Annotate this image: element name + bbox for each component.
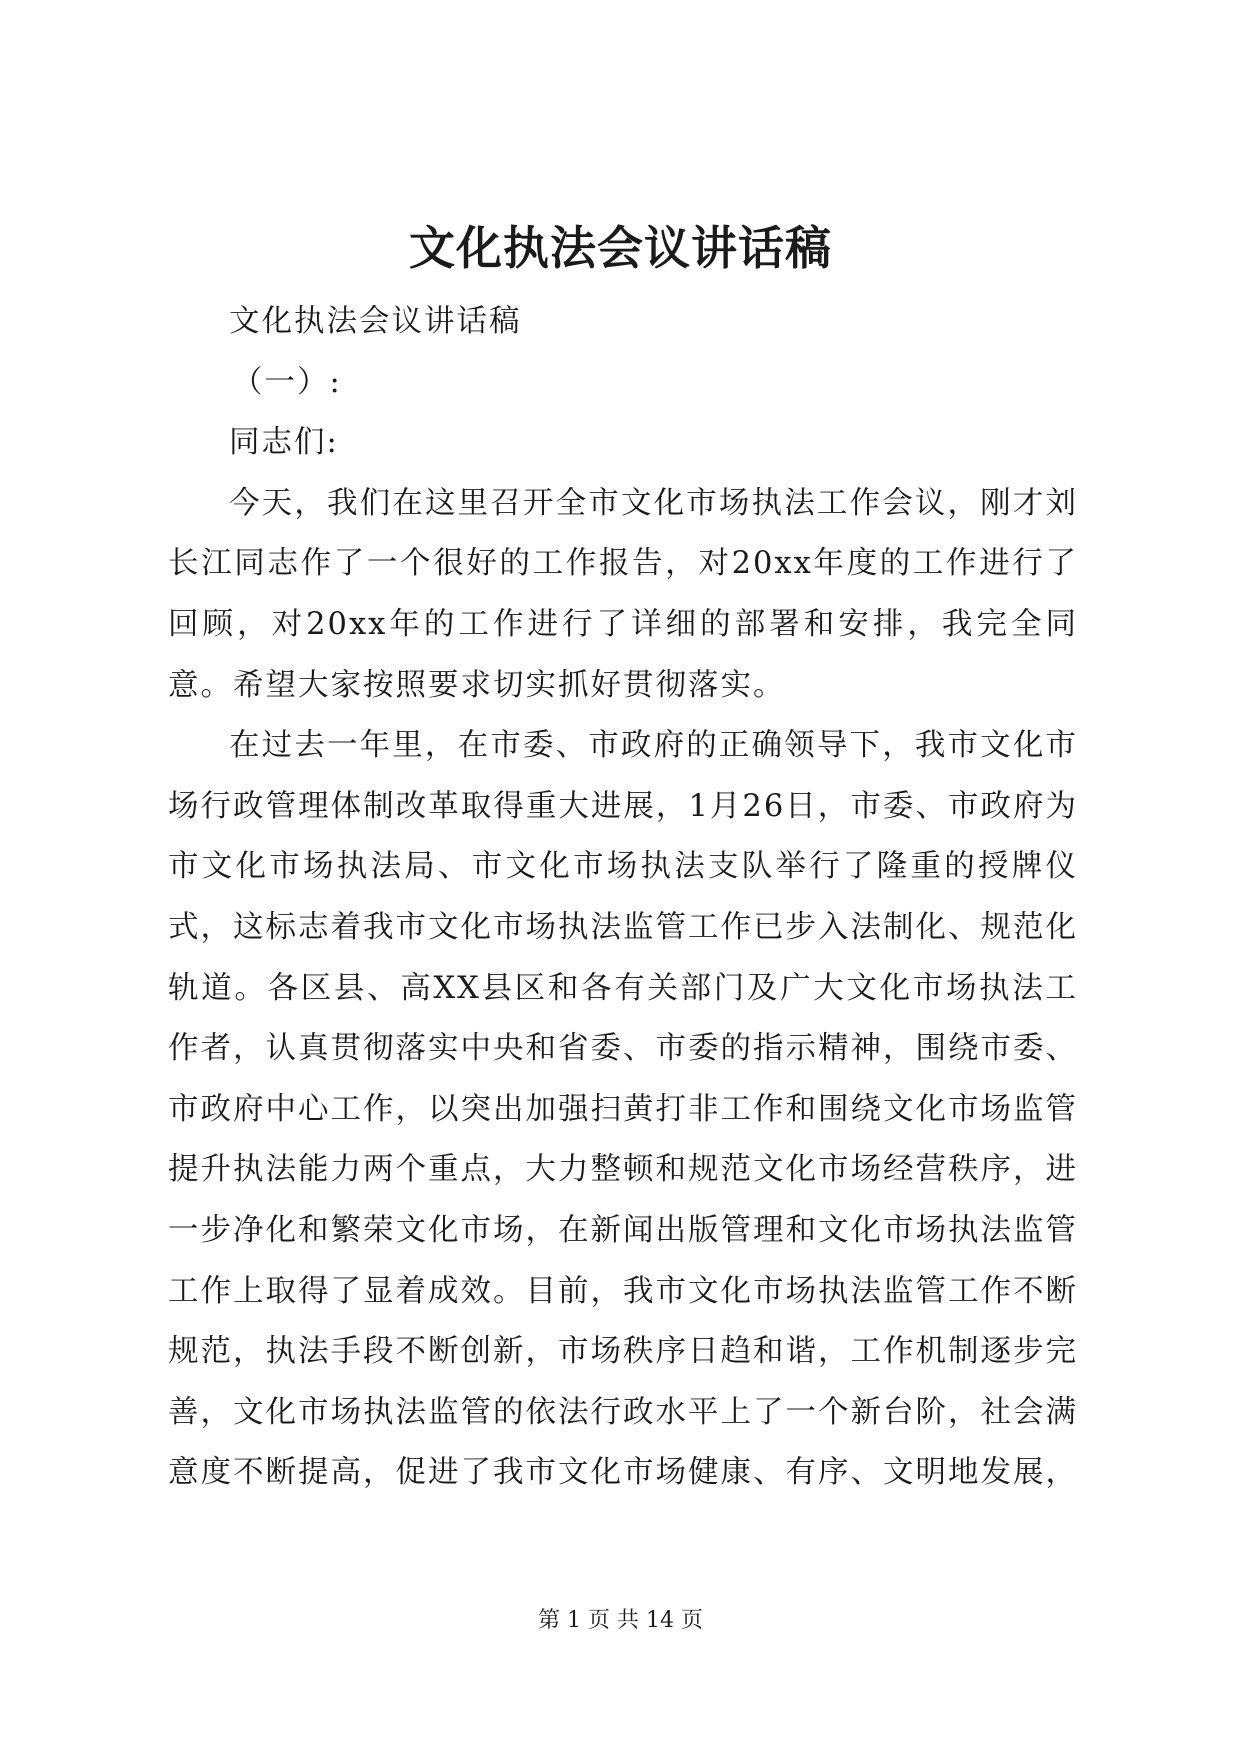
paragraph-section-number: （一）: [232,364,342,400]
paragraph-review: 在过去一年里，在市委、市政府的正确领导下，我市文化市场行政管理体制改革取得重大进展，1月26日，市委、市政府为市文化市场执法局、市文化市场执法支队举行了隆重的授牌仪式，这标志着我市文化市场执法监管工作已步入法制化、规范化轨道。各区县、高XX县区和各有关部门及广大文化市场执法工作者，认真贯彻落实中央和省委、市委的指示精神，围绕市委、市政府中心工作，以突出加强扫黄打非工作和围绕文化市场监管提升执法能力两个重点，大力整顿和规范文化市场经营秩序，进一步净化和繁荣文化市场，在新闻出版管理和文化市场执法监管工作上取得了显着成效。目前，我市文化市场执法监管工作不断规范，执法手段不断创新，市场秩序日趋和谐，工作机制逐步完善，文化市场执法监管的依法行政水平上了一个新台阶，社会满意度不断提高，促进了我市文化市场健康、有序、文明地发展， [168,728,1078,1491]
paragraph-opening: 今天，我们在这里召开全市文化市场执法工作会议，刚才刘长江同志作了一个很好的工作报告，对20xx年度的工作进行了回顾，对20xx年的工作进行了详细的部署和安排，我完全同意。希望大家按照要求切实抓好贯彻落实。 [168,485,1078,703]
document-body [168,292,1078,1504]
document-title: 文化执法会议讲话稿 [409,221,832,275]
page-number-footer: 第 1 页 共 14 页 [538,1608,703,1633]
paragraph-salutation: 同志们: [229,425,339,461]
paragraph-subtitle: 文化执法会议讲话稿 [229,304,522,339]
